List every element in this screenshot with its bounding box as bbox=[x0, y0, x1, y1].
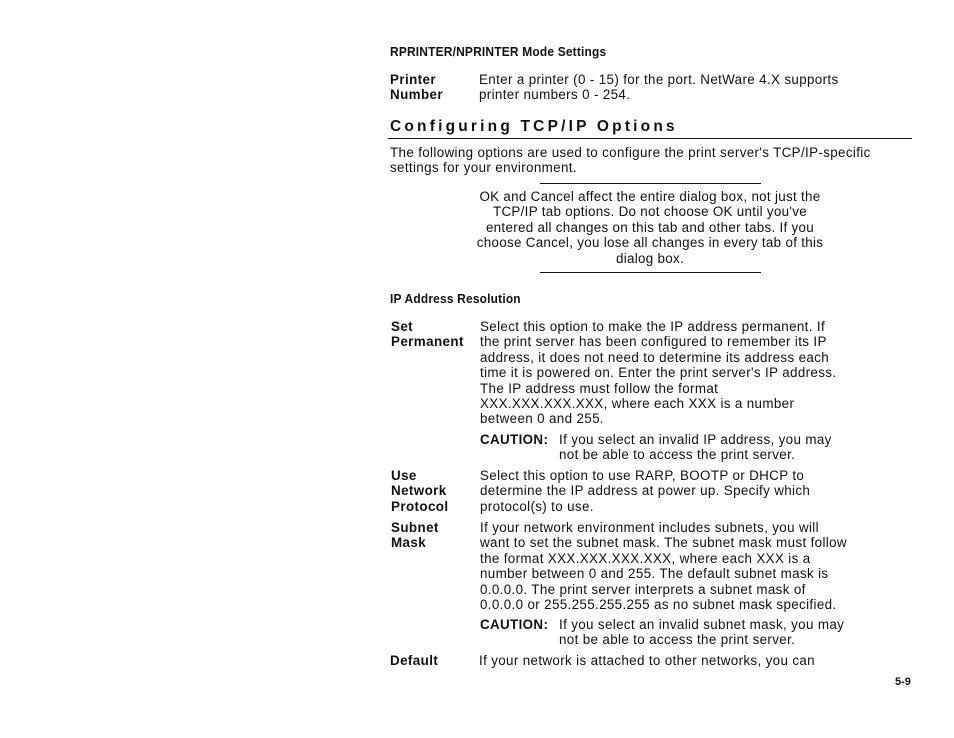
term-line: Network bbox=[391, 483, 447, 499]
desc-line: time it is powered on. Enter the print server's IP address. bbox=[480, 365, 837, 381]
note-line: dialog box. bbox=[615, 250, 685, 266]
desc-line: address, it does not need to determine its address each bbox=[480, 349, 830, 365]
term-line: Permanent bbox=[391, 334, 464, 350]
desc-printer-number bbox=[479, 72, 839, 103]
term-line: Number bbox=[390, 87, 443, 103]
desc-use-network-protocol bbox=[480, 468, 810, 514]
section-title-underline bbox=[388, 138, 912, 139]
caution-subnet-mask bbox=[480, 617, 844, 648]
term-line: Subnet bbox=[391, 520, 439, 535]
subheading-ip-address-resolution: IP Address Resolution bbox=[390, 291, 521, 306]
desc-line: 0.0.0.0. The print server interprets a subnet mask of bbox=[480, 581, 806, 597]
term-line: Printer bbox=[390, 72, 436, 87]
term-line: Protocol bbox=[391, 498, 449, 514]
desc-line: 0.0.0.0 or 255.255.255.255 as no subnet mask specified. bbox=[480, 597, 837, 613]
desc-line: between 0 and 255. bbox=[480, 411, 604, 427]
desc-line: The IP address must follow the format bbox=[480, 380, 719, 396]
term-printer-number bbox=[390, 72, 443, 103]
desc-subnet-mask bbox=[480, 520, 847, 612]
desc-default bbox=[479, 653, 815, 668]
caution-line: If you select an invalid subnet mask, you may bbox=[559, 617, 845, 632]
note-line: OK and Cancel affect the entire dialog box, not just the bbox=[479, 189, 821, 204]
note-line: choose Cancel, you lose all changes in every tab of this bbox=[476, 235, 824, 251]
caution-label: CAUTION: bbox=[480, 617, 549, 632]
tcpip-intro bbox=[390, 145, 871, 176]
term-line: Mask bbox=[391, 535, 427, 551]
desc-line: the print server has been configured to remember its IP bbox=[480, 334, 827, 350]
caution-set-permanent bbox=[480, 432, 832, 463]
note-ok-cancel bbox=[430, 189, 870, 266]
term-default bbox=[390, 653, 438, 668]
caution-line: If you select an invalid IP address, you may bbox=[559, 432, 832, 447]
desc-line: If your network environment includes subnets, you will bbox=[480, 520, 819, 535]
desc-line: Select this option to use RARP, BOOTP or DHCP to bbox=[480, 468, 805, 483]
term-line: Set bbox=[391, 319, 414, 334]
term-set-permanent bbox=[391, 319, 464, 350]
term-use-network-protocol bbox=[391, 468, 449, 514]
intro-line: The following options are used to configure the print server's TCP/IP-specific bbox=[390, 145, 871, 160]
desc-line: number between 0 and 255. The default subnet mask is bbox=[480, 566, 829, 582]
term-line: Use bbox=[391, 468, 417, 483]
section-title-tcpip: Configuring TCP/IP Options bbox=[390, 118, 678, 135]
caution-line: not be able to access the print server. bbox=[559, 632, 796, 648]
desc-line: determine the IP address at power up. Specify which bbox=[480, 483, 811, 499]
caution-label: CAUTION: bbox=[480, 432, 549, 447]
desc-line: printer numbers 0 - 254. bbox=[479, 87, 631, 103]
desc-line: Select this option to make the IP address permanent. If bbox=[480, 319, 826, 334]
page-number: 5-9 bbox=[895, 676, 911, 688]
desc-line: Enter a printer (0 - 15) for the port. NetWare 4.X supports bbox=[479, 72, 839, 87]
note-top-rule bbox=[540, 183, 761, 184]
term-line: Default bbox=[390, 653, 439, 668]
note-line: TCP/IP tab options. Do not choose OK until you've bbox=[492, 204, 807, 220]
note-line: entered all changes on this tab and other tabs. If you bbox=[485, 219, 815, 235]
desc-line: If your network is attached to other networks, you can bbox=[479, 653, 815, 668]
desc-line: protocol(s) to use. bbox=[480, 498, 594, 514]
desc-line: XXX.XXX.XXX.XXX, where each XXX is a number bbox=[480, 396, 795, 412]
caution-line: not be able to access the print server. bbox=[559, 447, 796, 463]
subheading-rprinter-mode: RPRINTER/NPRINTER Mode Settings bbox=[390, 44, 607, 59]
desc-line: want to set the subnet mask. The subnet mask must follow bbox=[480, 535, 847, 551]
desc-set-permanent bbox=[480, 319, 836, 427]
note-bottom-rule bbox=[540, 272, 761, 273]
term-subnet-mask bbox=[391, 520, 439, 551]
intro-line: settings for your environment. bbox=[390, 160, 577, 176]
desc-line: the format XXX.XXX.XXX.XXX, where each XXX is a bbox=[480, 550, 811, 566]
